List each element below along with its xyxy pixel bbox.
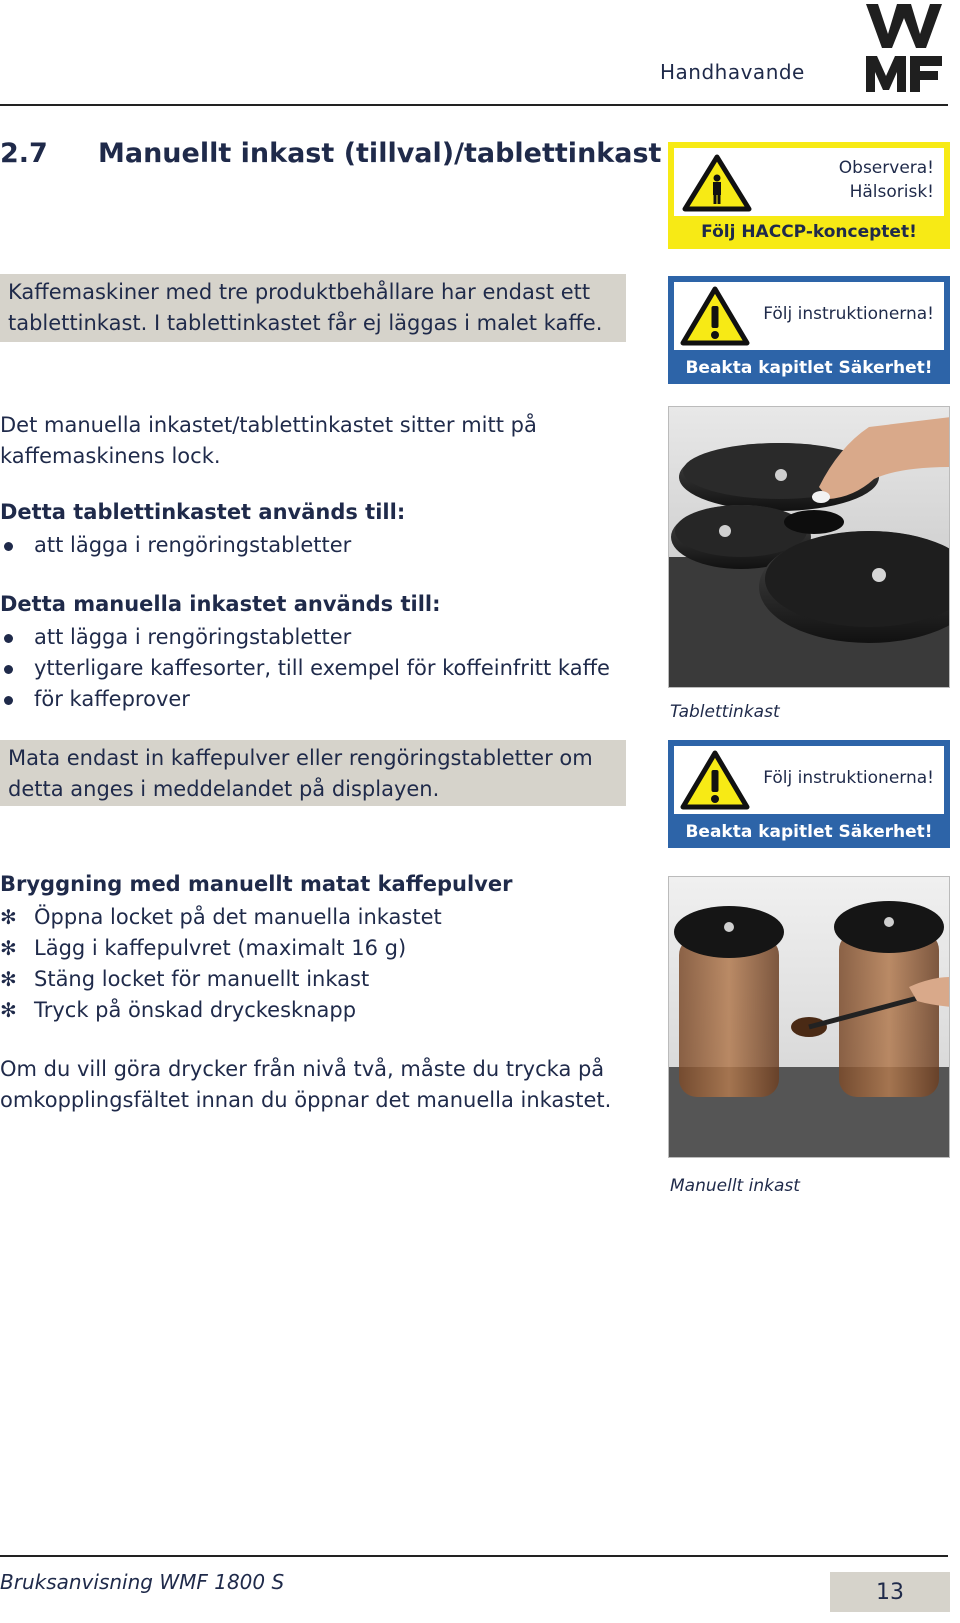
section-title: Manuellt inkast (tillval)/tablettinkast xyxy=(98,138,662,169)
manual-use-heading: Detta manuella inkastet används till: xyxy=(0,592,441,616)
paragraph-line: Om du vill göra drycker från nivå två, måste du trycka på xyxy=(0,1057,605,1081)
tablet-use-list xyxy=(0,530,351,561)
section-number: 2.7 xyxy=(0,138,48,169)
manual-inlet-caption: Manuellt inkast xyxy=(670,1176,800,1196)
brewing-heading: Bryggning med manuellt matat kaffepulver xyxy=(0,872,513,896)
warning-text: Följ instruktionerna! xyxy=(763,304,934,324)
note-line: Mata endast in kaffepulver eller rengöringstabletter om xyxy=(8,746,593,770)
list-item: ytterligare kaffesorter, till exempel för koffeinfritt kaffe xyxy=(0,653,610,684)
step-item: ✻ Stäng locket för manuellt inkast xyxy=(0,964,442,995)
warning-line: Hälsorisk! xyxy=(849,182,934,202)
warning-footer: Följ HACCP-konceptet! xyxy=(701,222,917,242)
tablet-inlet-photo xyxy=(668,406,950,688)
tablet-inlet-caption: Tablettinkast xyxy=(670,702,780,722)
brewing-steps xyxy=(0,902,442,1026)
paragraph-line: kaffemaskinens lock. xyxy=(0,444,221,468)
manual-use-list xyxy=(0,622,610,715)
exclamation-warning-icon xyxy=(680,750,750,810)
warning-text: Följ instruktionerna! xyxy=(763,768,934,788)
warning-footer: Beakta kapitlet Säkerhet! xyxy=(685,358,933,378)
list-item: för kaffeprover xyxy=(0,684,610,715)
step-item: ✻ Tryck på önskad dryckesknapp xyxy=(0,995,442,1026)
list-item: att lägga i rengöringstabletter xyxy=(0,622,610,653)
footer-rule xyxy=(0,1555,948,1557)
page-number: 13 xyxy=(830,1572,950,1612)
paragraph-line: Det manuella inkastet/tablettinkastet sitter mitt på xyxy=(0,413,537,437)
tablet-use-heading: Detta tablettinkastet används till: xyxy=(0,500,406,524)
list-item: att lägga i rengöringstabletter xyxy=(0,530,351,561)
step-item: ✻ Lägg i kaffepulvret (maximalt 16 g) xyxy=(0,933,442,964)
haccp-warning-box xyxy=(668,142,950,249)
note-line: detta anges i meddelandet på displayen. xyxy=(8,777,440,801)
health-hazard-icon xyxy=(682,154,752,212)
safety-warning-box xyxy=(668,740,950,848)
note-display-message xyxy=(0,740,626,806)
warning-line: Observera! xyxy=(838,158,934,178)
wmf-logo xyxy=(866,4,942,94)
document-title: Bruksanvisning WMF 1800 S xyxy=(0,1570,285,1594)
exclamation-warning-icon xyxy=(680,286,750,346)
step-item: ✻ Öppna locket på det manuella inkastet xyxy=(0,902,442,933)
header-rule xyxy=(0,104,948,106)
header-title: Handhavande xyxy=(660,60,805,84)
manual-inlet-photo xyxy=(668,876,950,1158)
safety-warning-box xyxy=(668,276,950,384)
paragraph-line: omkopplingsfältet innan du öppnar det manuella inkastet. xyxy=(0,1088,612,1112)
warning-footer: Beakta kapitlet Säkerhet! xyxy=(685,822,933,842)
intro-paragraph xyxy=(0,410,537,472)
note-line: tablettinkast. I tablettinkastet får ej läggas i malet kaffe. xyxy=(8,311,603,335)
note-line: Kaffemaskiner med tre produktbehållare har endast ett xyxy=(8,280,591,304)
level-two-paragraph xyxy=(0,1054,611,1116)
note-three-containers xyxy=(0,274,626,342)
